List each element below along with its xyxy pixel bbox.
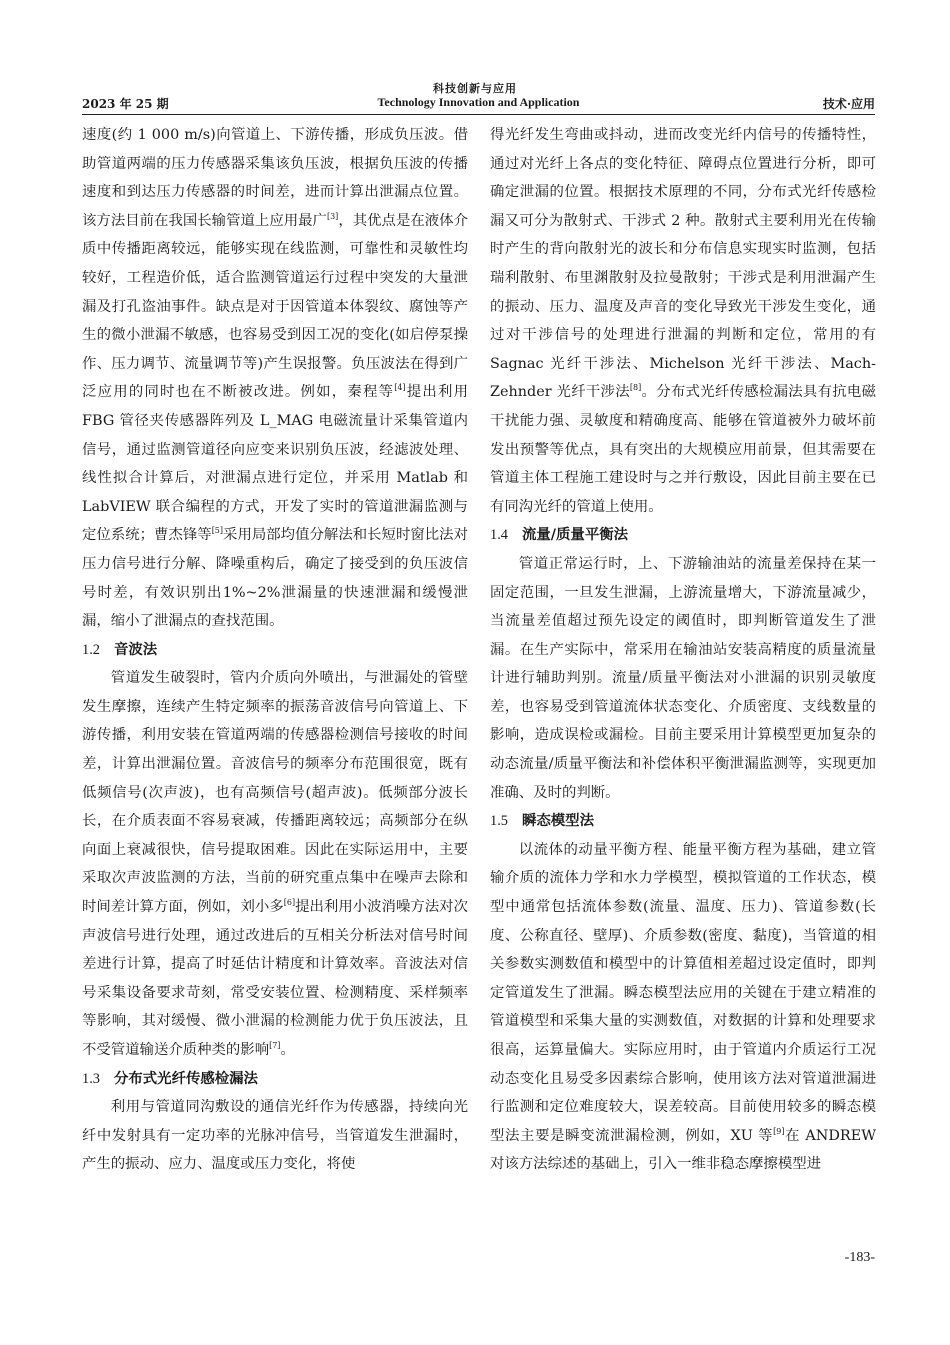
section-label: 技术·应用 — [822, 97, 875, 111]
citation-ref[interactable]: [6] — [283, 898, 296, 908]
journal-title-en: Technology Innovation and Application — [377, 95, 580, 109]
issue-label: 2023 年 25 期 — [82, 97, 169, 111]
citation-ref[interactable]: [8] — [629, 383, 642, 393]
paragraph-flow-balance: 管道正常运行时，上、下游输油站的流量差保持在某一固定范围，一旦发生泄漏，上游流量增大，下游流量减少，当流量差值超过预先设定的阈值时，即判断管道发生了泄漏。在生产实际中，常采用在输油站安装高精度的质量流量计进行辅助判别。流量/质量平衡法对小泄漏的识别灵敏度差，也容易受到管道流体状态变化、介质密度、支线数量的影响，造成误检或漏检。目前主要采用计算模型更加复杂的动态流量/质量平衡法和补偿体积平衡泄漏监测等，实现更加准确、及时的判断。 — [490, 555, 876, 801]
paragraph-transient-model: 以流体的动量平衡方程、能量平衡方程为基础，建立管输介质的流体力学和水力学模型，模拟管道的工作状态，模型中通常包括流体参数(流量、温度、压力)、管道参数(长度、公称直径、壁厚)、介质参数(密度、黏度)，当管道的相关参数实测数值和模型中的计算值相差超过设定值时，即判定管道发生了泄漏。瞬态模型法应用的关键在于建立精准的管道模型和采集大量的实测数值，对数据的计算和处理要求很高，运算量偏大。实际应用时，由于管道内介质运行工况动态变化且易受多因素综合影响，使用该方法对管道泄漏进行监测和定位难度较大，误差较高。目前使用较多的瞬态模型法主要是瞬变流泄漏检测，例如，XU 等[9]在 ANDREW 对该方法综述的基础上，引入一维非稳态摩擦模型进 — [490, 841, 876, 1173]
citation-ref[interactable]: [9] — [773, 1126, 785, 1136]
section-heading-1-4: 1.4 流量/质量平衡法 — [490, 527, 628, 544]
section-heading-1-5: 1.5 瞬态模型法 — [490, 813, 594, 830]
section-heading-1-3: 1.3 分布式光纤传感检漏法 — [82, 1070, 258, 1087]
left-column — [82, 121, 468, 1179]
header-rule — [82, 114, 875, 115]
page-number: -183- — [844, 1250, 875, 1265]
running-header — [82, 95, 875, 113]
right-column — [490, 121, 876, 1179]
paragraph-negative-pressure: 速度(约 1 000 m/s)向管道上、下游传播，形成负压波。借助管道两端的压力传感器采集该负压波，根据负压波的传播速度和到达压力传感器的时间差，进而计算出泄漏点位置。该方法目前在我国长输管道上应用最广[3]，其优点是在液体介质中传播距离较远，能够实现在线监测，可靠性和灵敏性均较好，工程造价低，适合监测管道运行过程中突发的大量泄漏及打孔盗油事件。缺点是对于因管道本体裂纹、腐蚀等产生的微小泄漏不敏感，也容易受到因工况的变化(如启停泵操作、压力调节、流量调节等)产生误报警。负压波法在得到广泛应用的同时也在不断被改进。例如，秦程等[4]提出利用 FBG 管径夹传感器阵列及 L_MAG 电磁流量计采集管道内信号，通过监测管道径向应变来识别负压波，经滤波处理、线性拟合计算后，对泄漏点进行定位，并采用 Matlab 和 LabVIEW 联合编程的方式，开发了实时的管道泄漏监测与定位系统；曹杰锋等[5]采用局部均值分解法和长短时窗比法对压力信号进行分解、降噪重构后，确定了接受到的负压波信号时差，有效识别出1%~2%泄漏量的快速泄漏和缓慢泄漏，缩小了泄漏点的查找范围。 — [82, 127, 468, 630]
paragraph-fiber-cont: 得光纤发生弯曲或抖动，进而改变光纤内信号的传播特性，通过对光纤上各点的变化特征、障碍点位置进行分析，即可确定泄漏的位置。根据技术原理的不同，分布式光纤传感检漏又可分为散射式、干涉式 2 种。散射式主要利用光在传输时产生的背向散射光的波长和分布信息实现实时监测，包括瑞利散射、布里渊散射及拉曼散射；干涉式是利用泄漏产生的振动、压力、温度及声音的变化导致光干涉发生变化，通过对干涉信号的处理进行泄漏的判断和定位，常用的有 Sagnac 光纤干涉法、Michelson 光纤干涉法、Mach-Zehnder 光纤干涉法[8]。分布式光纤传感检漏法具有抗电磁干扰能力强、灵敏度和精确度高、能够在管道被外力破坏前发出预警等优点，具有突出的大规模应用前景，但其需要在管道主体工程施工建设时与之并行敷设，因此目前主要在已有同沟光纤的管道上使用。 — [490, 127, 876, 515]
citation-ref[interactable]: [5] — [211, 526, 224, 536]
section-heading-1-2: 1.2 音波法 — [82, 641, 158, 658]
paragraph-acoustic: 管道发生破裂时，管内介质向外喷出，与泄漏处的管壁发生摩擦，连续产生特定频率的振荡音波信号向管道上、下游传播，利用安装在管道两端的传感器检测信号接收的时间差，计算出泄漏位置。音波信号的频率分布范围很宽，既有低频信号(次声波)，也有高频信号(超声波)。低频部分波长长，在介质表面不容易衰减，传播距离较远；高频部分在纵向面上衰减很快，信号提取困难。因此在实际运用中，主要采取次声波监测的方法，当前的研究重点集中在噪声去除和时间差计算方面，例如，刘小多[6]提出利用小波消噪方法对次声波信号进行处理，通过改进后的互相关分析法对信号时间差进行计算，提高了时延估计精度和计算效率。音波法对信号采集设备要求苛刻，常受安装位置、检测精度、采样频率等影响，其对缓慢、微小泄漏的检测能力优于负压波法，且不受管道输送介质种类的影响[7]。 — [82, 670, 468, 1058]
citation-ref[interactable]: [3] — [326, 211, 339, 221]
citation-ref[interactable]: [4] — [394, 383, 406, 393]
journal-title-cn: 科技创新与应用 — [433, 82, 517, 95]
citation-ref[interactable]: [7] — [269, 1041, 281, 1051]
paragraph-fiber-intro: 利用与管道同沟敷设的通信光纤作为传感器，持续向光纤中发射具有一定功率的光脉冲信号，当管道发生泄漏时，产生的振动、应力、温度或压力变化，将使 — [82, 1099, 468, 1173]
